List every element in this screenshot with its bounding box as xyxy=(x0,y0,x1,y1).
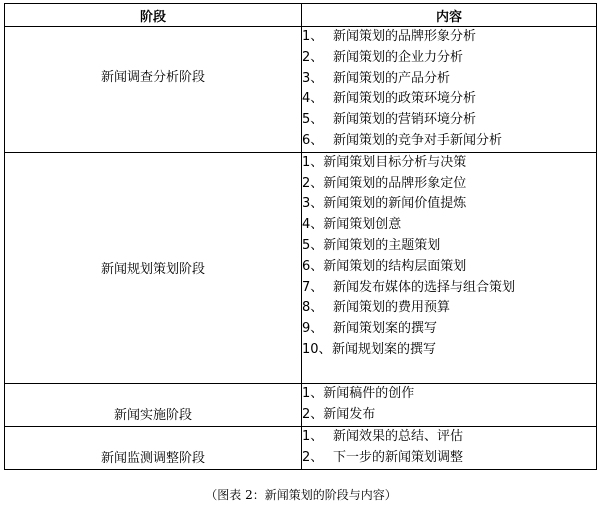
item-text: 新闻稿件的创作 xyxy=(323,385,415,401)
item-number: 8、 xyxy=(302,300,324,316)
table-row xyxy=(5,27,597,153)
list-item xyxy=(302,427,596,448)
item-text: 新闻策划创意 xyxy=(323,217,402,233)
item-number: 2、 xyxy=(302,175,324,191)
item-list xyxy=(302,153,596,361)
item-number: 6、 xyxy=(302,258,324,274)
item-text: 新闻策划的费用预算 xyxy=(333,300,451,316)
stage-label: 新闻监测调整阶段 xyxy=(100,451,205,467)
list-item xyxy=(302,194,596,215)
item-text: 新闻策划案的撰写 xyxy=(333,321,438,337)
item-text: 新闻策划的竞争对手新闻分析 xyxy=(333,132,503,148)
item-number: 9、 xyxy=(302,321,324,337)
item-number: 4、 xyxy=(302,91,324,107)
item-list xyxy=(302,427,596,469)
list-item xyxy=(302,405,596,426)
item-number: 3、 xyxy=(302,196,324,212)
item-number: 1、 xyxy=(302,428,324,444)
list-item xyxy=(302,131,596,152)
stage-label: 新闻调查分析阶段 xyxy=(100,69,205,85)
item-number: 2、 xyxy=(302,406,324,422)
list-item xyxy=(302,153,596,174)
item-number: 2、 xyxy=(302,449,324,465)
item-text: 新闻策划的新闻价值提炼 xyxy=(323,196,467,212)
list-item xyxy=(302,340,596,361)
content-cell xyxy=(302,152,597,383)
list-item xyxy=(302,319,596,340)
item-text: 新闻策划的结构层面策划 xyxy=(323,258,467,274)
stage-label: 新闻规划策划阶段 xyxy=(100,262,205,278)
list-item xyxy=(302,174,596,195)
item-text: 新闻策划的主题策划 xyxy=(323,237,441,253)
content-cell xyxy=(302,426,597,469)
figure-caption: （图表 2：新闻策划的阶段与内容） xyxy=(205,488,397,502)
list-item xyxy=(302,236,596,257)
header-row xyxy=(5,4,597,27)
item-text: 新闻策划的产品分析 xyxy=(333,70,451,86)
table-row xyxy=(5,383,597,426)
list-item xyxy=(302,110,596,131)
list-item xyxy=(302,69,596,90)
item-text: 新闻策划的企业力分析 xyxy=(333,49,464,65)
item-text: 下一步的新闻策划调整 xyxy=(333,449,464,465)
content-cell xyxy=(302,383,597,426)
item-number: 3、 xyxy=(302,70,324,86)
item-number: 6、 xyxy=(302,132,324,148)
item-text: 新闻策划目标分析与决策 xyxy=(323,154,467,170)
stage-cell xyxy=(5,383,302,426)
content-cell xyxy=(302,27,597,153)
list-item xyxy=(302,257,596,278)
item-text: 新闻策划的营销环境分析 xyxy=(333,112,477,128)
item-text: 新闻规划案的撰写 xyxy=(332,341,437,357)
list-item xyxy=(302,48,596,69)
stage-cell xyxy=(5,152,302,383)
list-item xyxy=(302,89,596,110)
table-row xyxy=(5,426,597,469)
table-row xyxy=(5,152,597,383)
stage-content-table xyxy=(4,3,597,470)
header-stage: 阶段 xyxy=(5,4,302,27)
item-text: 新闻发布媒体的选择与组合策划 xyxy=(333,279,516,295)
item-number: 7、 xyxy=(302,279,324,295)
item-number: 1、 xyxy=(302,385,324,401)
list-item xyxy=(302,278,596,299)
stage-cell xyxy=(5,426,302,469)
item-number: 2、 xyxy=(302,49,324,65)
item-number: 1、 xyxy=(302,29,324,44)
list-item xyxy=(302,27,596,48)
header-content: 内容 xyxy=(302,4,597,27)
list-item xyxy=(302,298,596,319)
item-number: 10、 xyxy=(302,341,332,357)
item-list xyxy=(302,27,596,152)
item-number: 1、 xyxy=(302,154,324,170)
item-text: 新闻策划的政策环境分析 xyxy=(333,91,477,107)
item-number: 5、 xyxy=(302,237,324,253)
list-item xyxy=(302,448,596,469)
list-item xyxy=(302,384,596,405)
item-text: 新闻发布 xyxy=(323,406,376,422)
item-text: 新闻效果的总结、评估 xyxy=(333,428,464,444)
stage-label: 新闻实施阶段 xyxy=(113,408,192,424)
item-list xyxy=(302,384,596,426)
list-item xyxy=(302,215,596,236)
stage-cell xyxy=(5,27,302,153)
item-text: 新闻策划的品牌形象定位 xyxy=(323,175,467,191)
item-text: 新闻策划的品牌形象分析 xyxy=(333,29,477,44)
item-number: 4、 xyxy=(302,217,324,233)
item-number: 5、 xyxy=(302,112,324,128)
